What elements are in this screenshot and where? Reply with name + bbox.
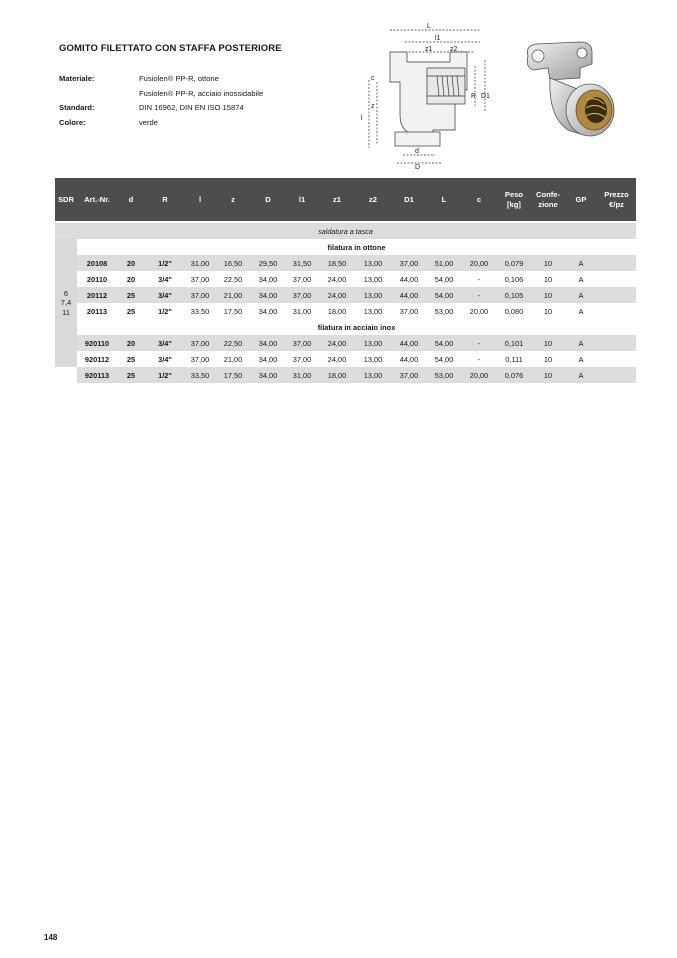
page-title: GOMITO FILETTATO CON STAFFA POSTERIORE <box>59 43 282 54</box>
table-cell: 29,50 <box>258 258 278 268</box>
table-cell: 0,076 <box>504 370 524 380</box>
table-cell: 18,00 <box>327 306 347 316</box>
table-cell: 54,00 <box>434 290 454 300</box>
column-header: d <box>128 194 134 204</box>
dim-label: R <box>471 93 477 100</box>
table-cell: A <box>578 354 584 364</box>
column-header: D1 <box>404 194 414 204</box>
table-cell: 0,111 <box>505 354 523 364</box>
sdr-column <box>55 239 77 367</box>
table-cell: 37,00 <box>292 338 312 348</box>
table-cell: 37,00 <box>190 354 210 364</box>
property-label <box>59 87 139 102</box>
group-title: filatura in acciaio inox <box>317 322 396 332</box>
table-cell: 13,00 <box>363 338 383 348</box>
column-header: Prezzo €/pz <box>604 189 629 209</box>
dim-label: z <box>371 103 375 110</box>
table-cell: 37,00 <box>292 290 312 300</box>
column-header: SDR <box>57 194 75 204</box>
table-cell: 22,50 <box>223 274 243 284</box>
table-cell: 20108 <box>86 258 108 268</box>
table-cell: 53,00 <box>434 370 454 380</box>
table-cell: 31,00 <box>190 258 210 268</box>
table-cell: A <box>578 290 584 300</box>
table-cell: 37,00 <box>292 274 312 284</box>
table-cell: A <box>578 306 584 316</box>
table-cell: 3/4" <box>158 354 172 364</box>
table-cell: 34,00 <box>258 274 278 284</box>
table-body <box>55 239 636 383</box>
table-row <box>77 271 636 287</box>
table-cell: 51,00 <box>434 258 454 268</box>
column-header: R <box>162 194 168 204</box>
page-number: 148 <box>44 933 58 942</box>
table-cell: 20 <box>126 274 136 284</box>
sdr-value: 6 <box>63 288 69 298</box>
column-header: z <box>231 194 235 204</box>
table-cell: 24,00 <box>327 338 347 348</box>
sdr-value: 11 <box>62 307 70 317</box>
table-cell: 10 <box>543 306 553 316</box>
column-header: D <box>265 194 271 204</box>
table-row <box>77 367 636 383</box>
column-header: l1 <box>298 194 306 204</box>
table-cell: 34,00 <box>258 354 278 364</box>
product-image <box>520 38 625 148</box>
table-cell: 34,00 <box>258 290 278 300</box>
table-cell: 1/2" <box>158 370 172 380</box>
dim-label: z1 <box>425 46 433 53</box>
table-cell: 54,00 <box>434 274 454 284</box>
dim-label: l1 <box>435 35 441 42</box>
table-row <box>77 255 636 271</box>
table-cell: 25 <box>126 370 136 380</box>
table-cell: 37,00 <box>190 290 210 300</box>
table-cell: 920113 <box>84 370 110 380</box>
property-row <box>59 101 263 116</box>
table-cell: 34,00 <box>258 306 278 316</box>
table-cell: 31,00 <box>292 370 312 380</box>
column-header: L <box>441 194 447 204</box>
table-cell: 22,50 <box>223 338 243 348</box>
table-cell: 16,50 <box>223 258 243 268</box>
table-cell: 1/2" <box>158 258 172 268</box>
table-cell: 31,00 <box>292 306 312 316</box>
table-cell: 44,00 <box>399 354 419 364</box>
table-cell: 31,50 <box>292 258 312 268</box>
table-cell: 21,00 <box>223 354 243 364</box>
table-cell: 33,50 <box>190 370 210 380</box>
table-cell: 37,00 <box>399 258 419 268</box>
table-cell: 10 <box>543 354 553 364</box>
dim-label: d <box>415 148 419 155</box>
table-cell: 34,00 <box>258 370 278 380</box>
property-label: Materiale: <box>59 74 95 83</box>
table-cell: 920112 <box>84 354 110 364</box>
table-cell: 13,00 <box>363 370 383 380</box>
property-value: Fusiolen® PP-R, acciaio inossidabile <box>139 88 264 98</box>
table-cell: - <box>477 338 481 348</box>
table-cell: 10 <box>543 274 553 284</box>
table-cell: 0,101 <box>504 338 524 348</box>
table-cell: 18,50 <box>327 258 347 268</box>
table-cell: 10 <box>543 258 553 268</box>
property-label: Standard: <box>59 103 95 113</box>
table-cell: 20 <box>126 338 136 348</box>
table-cell: 13,00 <box>363 274 383 284</box>
table-cell: 44,00 <box>399 290 419 300</box>
table-cell: 20113 <box>86 306 108 316</box>
property-value: Fusiolen® PP-R, ottone <box>139 74 219 83</box>
property-value: verde <box>139 117 158 127</box>
column-header: Peso [kg] <box>504 189 524 209</box>
column-header: z2 <box>368 194 378 204</box>
table-cell: 13,00 <box>363 290 383 300</box>
product-table <box>55 178 636 383</box>
technical-drawing <box>355 20 497 170</box>
table-cell: 20,00 <box>469 306 489 316</box>
property-row <box>59 116 263 131</box>
table-cell: 37,00 <box>399 370 419 380</box>
table-cell: 53,00 <box>434 306 454 316</box>
table-cell: 37,00 <box>190 274 210 284</box>
dim-label: D <box>415 164 421 170</box>
table-cell: 37,00 <box>190 338 210 348</box>
dim-label: c <box>371 75 375 82</box>
dim-label: L <box>427 23 431 30</box>
table-row <box>77 303 636 319</box>
table-cell: 33,50 <box>190 306 210 316</box>
column-header: GP <box>575 194 587 204</box>
table-cell: 21,00 <box>223 290 243 300</box>
table-cell: 25 <box>126 290 136 300</box>
table-cell: A <box>578 338 584 348</box>
section-band: saldatura a tasca <box>55 223 636 239</box>
table-cell: 24,00 <box>327 274 347 284</box>
table-cell: 34,00 <box>258 338 278 348</box>
table-cell: 17,50 <box>223 306 243 316</box>
table-cell: 13,00 <box>363 258 383 268</box>
table-row <box>77 335 636 351</box>
table-header <box>55 178 636 221</box>
table-cell: 3/4" <box>158 338 172 348</box>
table-cell: 10 <box>543 290 553 300</box>
table-row <box>77 351 636 367</box>
table-row <box>77 287 636 303</box>
dim-label: l <box>361 115 363 122</box>
dim-label: D1 <box>481 93 490 100</box>
column-header: c <box>476 194 482 204</box>
table-cell: 0,080 <box>504 306 524 316</box>
table-cell: 13,00 <box>363 354 383 364</box>
table-cell: 54,00 <box>434 354 454 364</box>
table-cell: 3/4" <box>158 274 172 284</box>
table-cell: 20112 <box>86 290 108 300</box>
property-row <box>59 87 263 102</box>
table-cell: 20,00 <box>469 370 489 380</box>
table-cell: 13,00 <box>363 306 383 316</box>
properties-list <box>59 72 263 130</box>
dim-label: z2 <box>450 46 458 53</box>
table-cell: 24,00 <box>327 290 347 300</box>
table-cell: 37,00 <box>292 354 312 364</box>
table-cell: 44,00 <box>399 338 419 348</box>
table-cell: 17,50 <box>223 370 243 380</box>
property-value: DIN 16962, DIN EN ISO 15874 <box>139 103 244 113</box>
table-cell: A <box>578 370 584 380</box>
table-cell: 10 <box>543 338 553 348</box>
property-row <box>59 72 263 87</box>
table-cell: - <box>477 290 481 300</box>
column-header: Confe-zione <box>535 189 561 209</box>
table-cell: - <box>477 274 481 284</box>
table-cell: A <box>578 274 584 284</box>
table-cell: A <box>578 258 584 268</box>
table-cell: 10 <box>543 370 553 380</box>
table-cell: 3/4" <box>158 290 172 300</box>
table-cell: 0,106 <box>504 274 524 284</box>
table-cell: 54,00 <box>434 338 454 348</box>
table-cell: 25 <box>126 306 136 316</box>
table-cell: 20110 <box>86 274 108 284</box>
table-cell: 24,00 <box>327 354 347 364</box>
sdr-value: 7,4 <box>60 298 72 308</box>
group-title: filatura in ottone <box>327 242 386 252</box>
table-cell: 0,079 <box>504 258 524 268</box>
column-header: z1 <box>332 194 342 204</box>
table-cell: 1/2" <box>158 306 172 316</box>
table-cell: 25 <box>126 354 136 364</box>
column-header: l <box>198 194 202 204</box>
table-cell: 18,00 <box>327 370 347 380</box>
table-cell: 20,00 <box>469 258 489 268</box>
column-header: Art.-Nr. <box>84 194 110 204</box>
table-cell: 0,105 <box>504 290 524 300</box>
table-cell: 20 <box>126 258 136 268</box>
table-cell: - <box>477 354 481 364</box>
property-label: Colore: <box>59 117 86 127</box>
table-cell: 37,00 <box>399 306 419 316</box>
table-cell: 920110 <box>84 338 110 348</box>
table-cell: 44,00 <box>399 274 419 284</box>
